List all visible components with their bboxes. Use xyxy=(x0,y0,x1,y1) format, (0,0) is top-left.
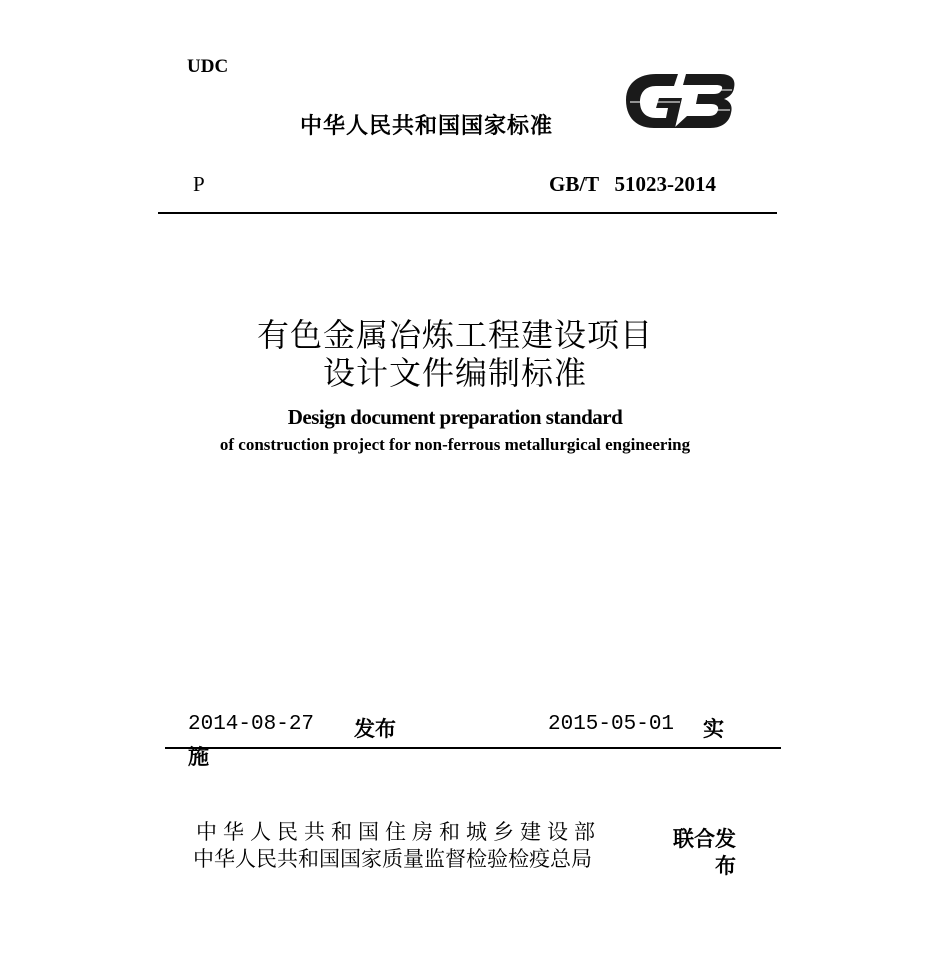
udc-label: UDC xyxy=(187,56,229,77)
dates-divider xyxy=(165,747,781,749)
issue-date: 2014-08-27 xyxy=(188,713,315,736)
implement-date: 2015-05-01 xyxy=(548,713,675,736)
publisher-line1: 中华人民共和国住房和城乡建设部 xyxy=(196,820,601,844)
publisher-line2: 中华人民共和国国家质量监督检验检疫总局 xyxy=(193,847,592,871)
implement-label-part2: 施 xyxy=(188,745,209,769)
national-standard-heading: 中华人民共和国国家标准 xyxy=(300,114,554,139)
gb-logo xyxy=(620,70,738,134)
title-en-line1: Design document preparation standard xyxy=(287,405,623,429)
classification-code: P xyxy=(193,172,205,196)
implement-label-part1: 实 xyxy=(703,717,724,741)
header-divider xyxy=(158,212,777,214)
title-en-line2: of construction project for non-ferrous metallurgical engineering xyxy=(219,435,691,454)
title-cn-line2: 设计文件编制标准 xyxy=(322,354,587,392)
title-cn-line1: 有色金属冶炼工程建设项目 xyxy=(256,316,653,354)
joint-issue-label: 联合发布 xyxy=(673,827,736,878)
issue-label: 发布 xyxy=(354,717,396,741)
standard-number: GB/T 51023-2014 xyxy=(549,172,717,196)
